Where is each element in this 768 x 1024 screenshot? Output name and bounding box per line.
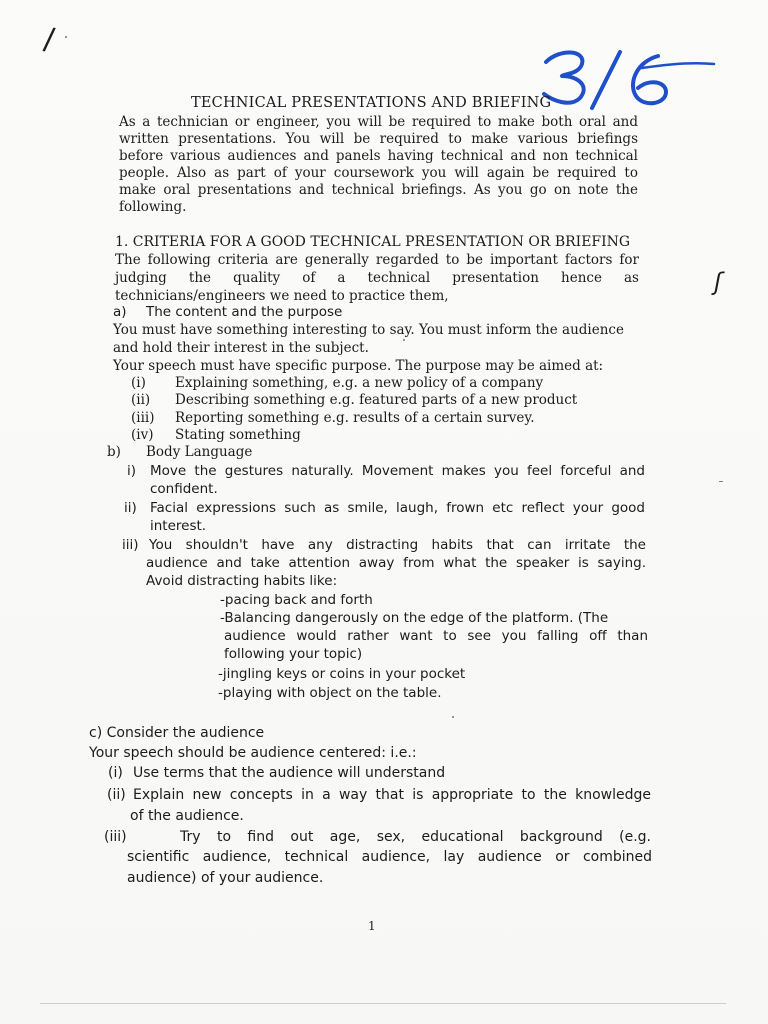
list-item: Describing something e.g. featured parts of a new product — [175, 392, 578, 408]
intro-line: make oral presentations and technical briefings. As you go on note the — [119, 182, 638, 198]
list-marker: i) — [127, 463, 137, 479]
page-number: 1 — [368, 919, 376, 933]
intro-line: people. Also as part of your coursework you will again be required to — [119, 165, 638, 181]
intro-line: As a technician or engineer, you will be required to make both oral and — [119, 114, 638, 130]
habit-line: audience would rather want to see you falling off than — [224, 628, 648, 644]
habit-line: following your topic) — [224, 646, 363, 662]
list-marker: (iii) — [131, 410, 155, 426]
list-item-line: of the audience. — [130, 808, 244, 824]
list-item-line: confident. — [150, 481, 218, 497]
scan-edge — [40, 1003, 726, 1004]
section-intro-line: technicians/engineers we need to practice them, — [115, 288, 449, 304]
part-c-heading: c) Consider the audience — [89, 725, 265, 741]
list-marker: ii) — [124, 500, 137, 516]
list-item-line: Use terms that the audience will understand — [133, 765, 446, 781]
part-a-paragraph-line: and hold their interest in the subject. — [113, 340, 369, 356]
part-b-label: b) — [107, 444, 121, 460]
margin-pen-mark-top-left: / — [41, 21, 57, 58]
list-item-line: Explain new concepts in a way that is appropriate to the knowledge — [133, 787, 651, 803]
part-b-heading: Body Language — [146, 444, 253, 460]
list-marker: (iv) — [131, 427, 154, 443]
list-marker: (iii) — [104, 829, 127, 845]
intro-line: written presentations. You will be required to make various briefings — [119, 131, 638, 147]
habit-line: -jingling keys or coins in your pocket — [218, 666, 466, 682]
document-title: TECHNICAL PRESENTATIONS AND BRIEFING — [191, 95, 552, 111]
list-item: Explaining something, e.g. a new policy of a company — [175, 375, 544, 391]
part-a-paragraph-line: You must have something interesting to say. You must inform the audience — [113, 322, 624, 338]
section-intro-line: judging the quality of a technical presentation hence as — [115, 270, 639, 286]
list-item-line: interest. — [150, 518, 207, 534]
list-item-line: audience) of your audience. — [127, 870, 324, 886]
list-marker: (i) — [108, 765, 123, 781]
intro-line: following. — [119, 199, 187, 215]
list-item: Stating something — [175, 427, 301, 443]
part-a-label: a) — [113, 304, 127, 320]
list-item: Reporting something e.g. results of a certain survey. — [175, 410, 535, 426]
list-item-line: scientific audience, technical audience, lay audience or combined — [127, 849, 652, 865]
handwritten-page-mark — [538, 38, 728, 118]
section-intro-line: The following criteria are generally regarded to be important factors for — [115, 252, 639, 268]
list-item-line: Move the gestures naturally. Movement makes you feel forceful and — [150, 463, 645, 479]
list-marker: (ii) — [107, 787, 126, 803]
list-marker: (i) — [131, 375, 146, 391]
habit-line: -pacing back and forth — [220, 592, 373, 608]
list-item-line: You shouldn't have any distracting habits that can irritate the — [149, 537, 646, 553]
scan-speck — [719, 481, 723, 482]
part-c-intro: Your speech should be audience centered: i.e.: — [89, 745, 417, 761]
scan-speck — [65, 36, 67, 38]
list-item-line: Try to find out age, sex, educational background (e.g. — [180, 829, 651, 845]
part-a-heading: The content and the purpose — [146, 304, 343, 320]
margin-pen-mark-right: ʃ — [714, 268, 723, 296]
part-a-purpose-line: Your speech must have specific purpose. The purpose may be aimed at: — [113, 358, 604, 374]
list-marker: (ii) — [131, 392, 151, 408]
scan-speck — [403, 339, 405, 341]
intro-line: before various audiences and panels having technical and non technical — [119, 148, 638, 164]
list-marker: iii) — [122, 537, 139, 553]
list-item-line: Facial expressions such as smile, laugh, frown etc reflect your good — [150, 500, 645, 516]
list-item-line: Avoid distracting habits like: — [146, 573, 338, 589]
list-item-line: audience and take attention away from what the speaker is saying. — [146, 555, 646, 571]
section-heading: 1. CRITERIA FOR A GOOD TECHNICAL PRESENTATION OR BRIEFING — [115, 234, 631, 250]
habit-line: -Balancing dangerously on the edge of the platform. (The — [220, 610, 609, 626]
habit-line: -playing with object on the table. — [218, 685, 442, 701]
scan-speck — [452, 716, 454, 718]
